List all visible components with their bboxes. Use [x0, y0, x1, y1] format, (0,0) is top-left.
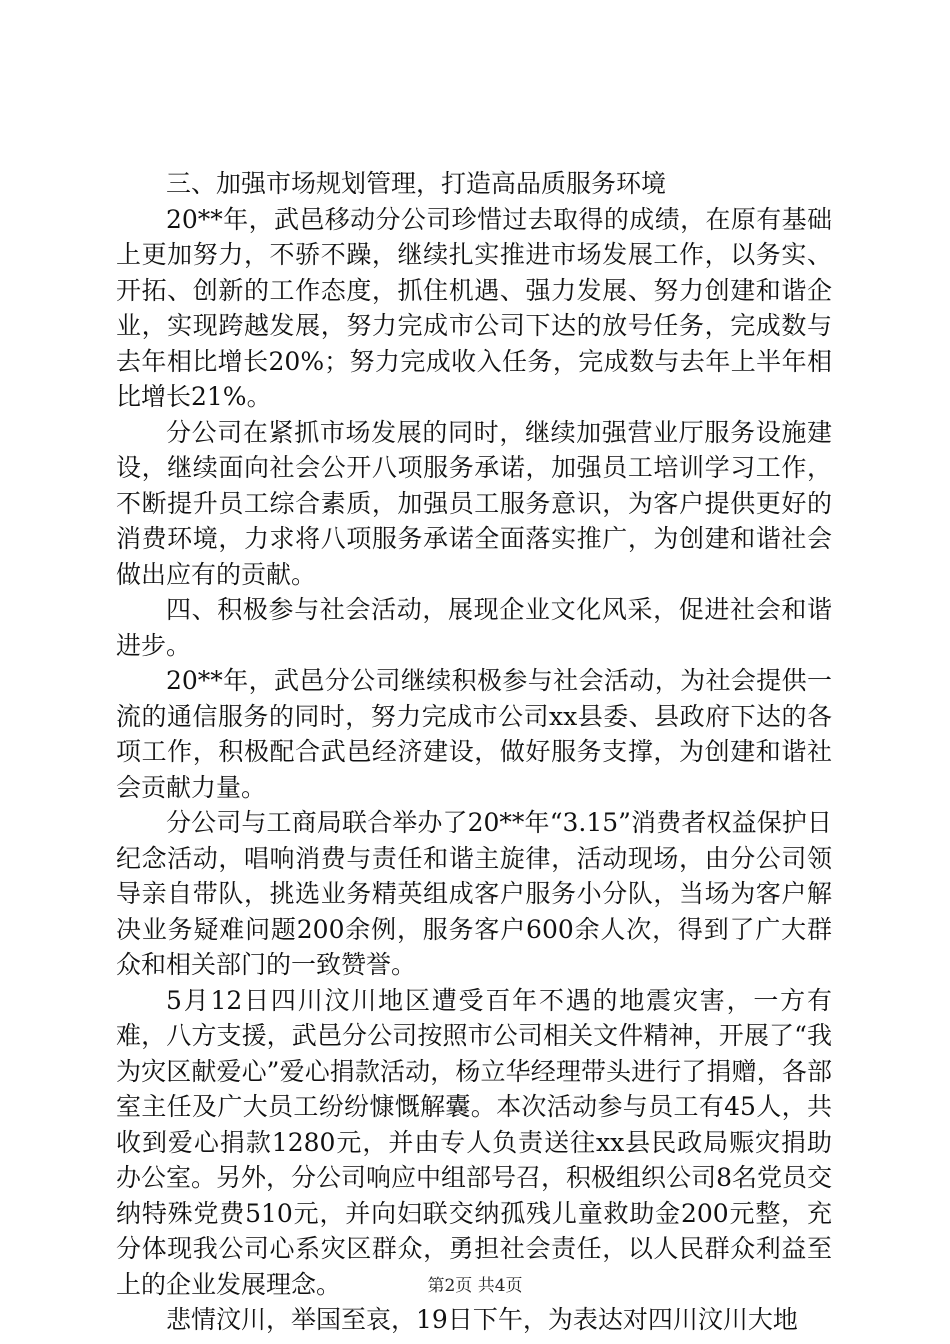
- body-paragraph: 20**年，武邑分公司继续积极参与社会活动，为社会提供一流的通信服务的同时，努力完成市公司xx县委、县政府下达的各项工作，积极配合武邑经济建设，做好服务支撑，为创建和谐社会贡献力量。: [116, 666, 832, 802]
- document-body: [116, 166, 832, 1338]
- page-number-footer: 第2页 共4页: [427, 1276, 523, 1296]
- heading-section-three: 三、加强市场规划管理，打造高品质服务环境: [166, 169, 667, 198]
- body-paragraph: 分公司在紧抓市场发展的同时，继续加强营业厅服务设施建设，继续面向社会公开八项服务承诺，加强员工培训学习工作，不断提升员工综合素质，加强员工服务意识，为客户提供更好的消费环境，力求将八项服务承诺全面落实推广，为创建和谐社会做出应有的贡献。: [116, 417, 832, 589]
- body-paragraph: 20**年，武邑移动分公司珍惜过去取得的成绩，在原有基础上更加努力，不骄不躁，继续扎实推进市场发展工作，以务实、开拓、创新的工作态度，抓住机遇、强力发展、努力创建和谐企业，实现跨越发展，努力完成市公司下达的放号任务，完成数与去年相比增长20%；努力完成收入任务，完成数与去年上半年相比增长21%。: [116, 204, 832, 411]
- body-paragraph: 悲情汶川，举国至哀，19日下午，为表达对四川汶川大地: [166, 1305, 798, 1334]
- heading-section-four: 四、积极参与社会活动，展现企业文化风采，促进社会和谐进步。: [116, 595, 832, 660]
- body-paragraph: 分公司与工商局联合举办了20**年“3.15”消费者权益保护日纪念活动，唱响消费与责任和谐主旋律，活动现场，由分公司领导亲自带队，挑选业务精英组成客户服务小分队，当场为客户解决业务疑难问题200余例，服务客户600余人次，得到了广大群众和相关部门的一致赞誉。: [116, 808, 832, 979]
- body-paragraph: 5月12日四川汶川地区遭受百年不遇的地震灾害，一方有难，八方支援，武邑分公司按照市公司相关文件精神，开展了“我为灾区献爱心”爱心捐款活动，杨立华经理带头进行了捐赠，各部室主任及广大员工纷纷慷慨解囊。本次活动参与员工有45人，共收到爱心捐款1280元，并由专人负责送往xx县民政局赈灾捐助办公室。另外，分公司响应中组部号召，积极组织公司8名党员交纳特殊党费510元，并向妇联交纳孤残儿童救助金200元整，充分体现我公司心系灾区群众，勇担社会责任，以人民群众利益至上的企业发展理念。: [116, 985, 832, 1299]
